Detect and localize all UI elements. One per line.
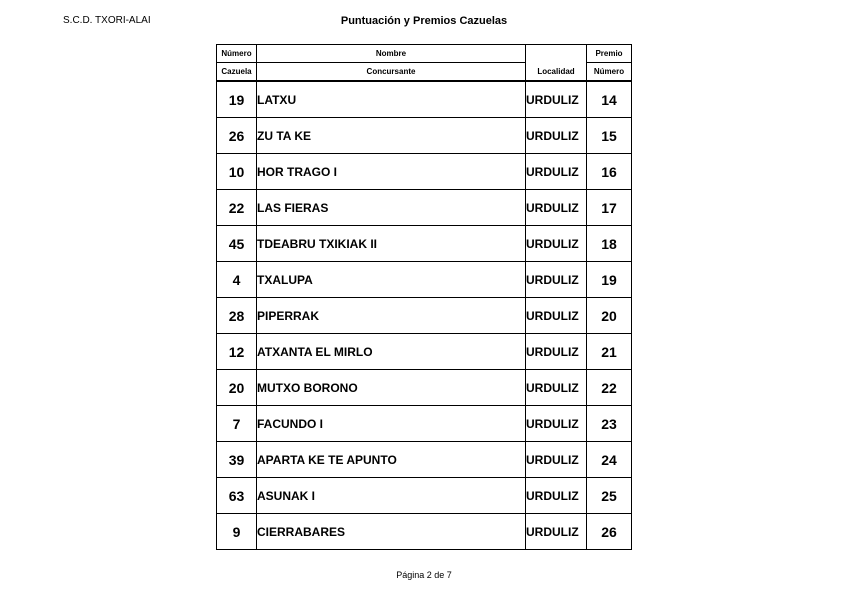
cazuela-number: 4 — [217, 262, 257, 298]
cazuela-number: 26 — [217, 118, 257, 154]
header-nombre: Nombre — [257, 45, 526, 63]
table-row — [217, 478, 632, 514]
locality: URDULIZ — [526, 406, 587, 442]
header-concursante: Concursante — [257, 63, 526, 82]
locality: URDULIZ — [526, 81, 587, 118]
contestant-name: CIERRABARES — [257, 514, 526, 550]
header-numero: Número — [217, 45, 257, 63]
results-table — [216, 44, 632, 550]
contestant-name: MUTXO BORONO — [257, 370, 526, 406]
locality: URDULIZ — [526, 370, 587, 406]
prize-number: 17 — [587, 190, 632, 226]
cazuela-number: 12 — [217, 334, 257, 370]
prize-number: 21 — [587, 334, 632, 370]
table-row — [217, 370, 632, 406]
header-row-2 — [217, 63, 632, 82]
cazuela-number: 10 — [217, 154, 257, 190]
page-number: Página 2 de 7 — [396, 570, 452, 580]
header-cazuela: Cazuela — [217, 63, 257, 82]
header-localidad: Localidad — [526, 63, 587, 82]
prize-number: 24 — [587, 442, 632, 478]
table-row — [217, 442, 632, 478]
contestant-name: APARTA KE TE APUNTO — [257, 442, 526, 478]
cazuela-number: 7 — [217, 406, 257, 442]
contestant-name: ATXANTA EL MIRLO — [257, 334, 526, 370]
cazuela-number: 19 — [217, 81, 257, 118]
locality: URDULIZ — [526, 334, 587, 370]
cazuela-number: 22 — [217, 190, 257, 226]
locality: URDULIZ — [526, 154, 587, 190]
prize-number: 22 — [587, 370, 632, 406]
table-row — [217, 226, 632, 262]
contestant-name: ZU TA KE — [257, 118, 526, 154]
prize-number: 23 — [587, 406, 632, 442]
table-row — [217, 514, 632, 550]
table-row — [217, 262, 632, 298]
cazuela-number: 45 — [217, 226, 257, 262]
locality: URDULIZ — [526, 226, 587, 262]
header-premio-numero: Número — [587, 63, 632, 82]
prize-number: 14 — [587, 81, 632, 118]
header-localidad-blank — [526, 45, 587, 63]
table-row — [217, 334, 632, 370]
organization-name: S.C.D. TXORI-ALAI — [63, 15, 151, 26]
locality: URDULIZ — [526, 514, 587, 550]
prize-number: 16 — [587, 154, 632, 190]
contestant-name: LAS FIERAS — [257, 190, 526, 226]
locality: URDULIZ — [526, 190, 587, 226]
page-title: Puntuación y Premios Cazuelas — [340, 15, 508, 27]
results-table-body — [217, 45, 632, 550]
contestant-name: LATXU — [257, 81, 526, 118]
table-row — [217, 118, 632, 154]
header-row-1 — [217, 45, 632, 63]
prize-number: 18 — [587, 226, 632, 262]
contestant-name: ASUNAK I — [257, 478, 526, 514]
locality: URDULIZ — [526, 478, 587, 514]
table-row — [217, 190, 632, 226]
contestant-name: TDEABRU TXIKIAK II — [257, 226, 526, 262]
table-row — [217, 154, 632, 190]
prize-number: 25 — [587, 478, 632, 514]
prize-number: 26 — [587, 514, 632, 550]
locality: URDULIZ — [526, 118, 587, 154]
locality: URDULIZ — [526, 442, 587, 478]
locality: URDULIZ — [526, 262, 587, 298]
cazuela-number: 28 — [217, 298, 257, 334]
contestant-name: HOR TRAGO I — [257, 154, 526, 190]
header-premio: Premio — [587, 45, 632, 63]
cazuela-number: 63 — [217, 478, 257, 514]
prize-number: 15 — [587, 118, 632, 154]
table-row — [217, 406, 632, 442]
table-row — [217, 81, 632, 118]
contestant-name: TXALUPA — [257, 262, 526, 298]
prize-number: 19 — [587, 262, 632, 298]
contestant-name: FACUNDO I — [257, 406, 526, 442]
cazuela-number: 20 — [217, 370, 257, 406]
cazuela-number: 9 — [217, 514, 257, 550]
locality: URDULIZ — [526, 298, 587, 334]
prize-number: 20 — [587, 298, 632, 334]
cazuela-number: 39 — [217, 442, 257, 478]
table-row — [217, 298, 632, 334]
contestant-name: PIPERRAK — [257, 298, 526, 334]
